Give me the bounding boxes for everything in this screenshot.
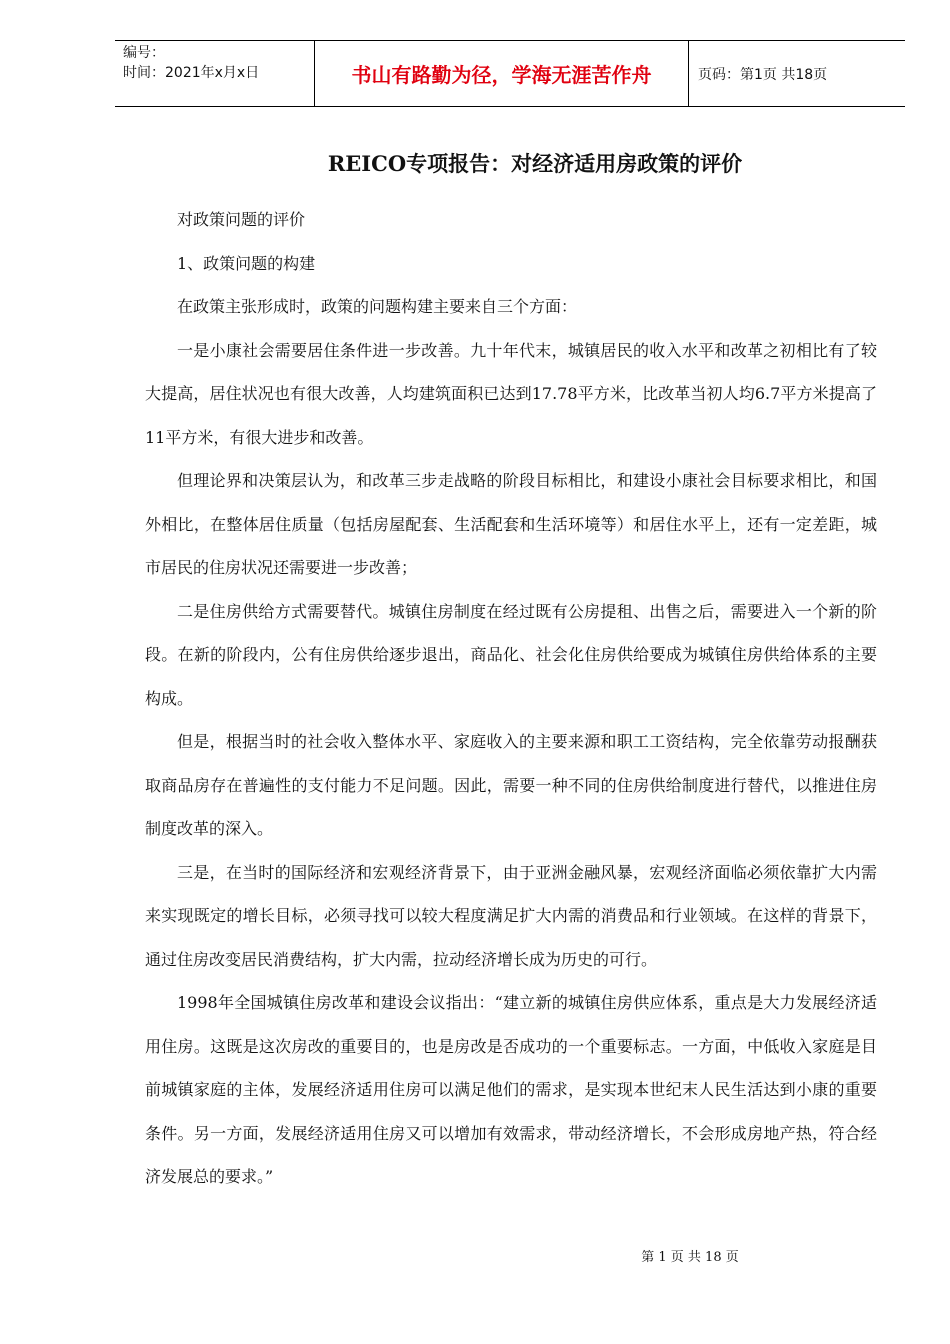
paragraph: 但是，根据当时的社会收入整体水平、家庭收入的主要来源和职工工资结构，完全依靠劳动报酬获取商品房存在普遍性的支付能力不足问题。因此，需要一种不同的住房供给制度进行替代，以推进住房制度改革的深入。 xyxy=(145,732,877,838)
document-title: REICO专项报告：对经济适用房政策的评价 xyxy=(327,151,743,176)
page-header xyxy=(115,40,905,107)
paragraph-subheading: 1、政策问题的构建 xyxy=(177,253,316,273)
header-page-info: 页码：第1页 共18页 xyxy=(698,66,828,83)
number-label: 编号： xyxy=(123,45,165,61)
paragraph-section-heading: 对政策问题的评价 xyxy=(177,210,306,229)
header-motto: 书山有路勤为径，学海无涯苦作舟 xyxy=(315,41,689,106)
paragraph: 但理论界和决策层认为，和改革三步走战略的阶段目标相比，和建设小康社会目标要求相比，和国外相比，在整体居住质量（包括房屋配套、生活配套和生活环境等）和居住水平上，还有一定差距，城市居民的住房状况还需要进一步改善； xyxy=(145,471,877,577)
paragraph: 三是，在当时的国际经济和宏观经济背景下，由于亚洲金融风暴，宏观经济面临必须依靠扩大内需来实现既定的增长目标，必须寻找可以较大程度满足扩大内需的消费品和行业领域。在这样的背景下，通过住房改变居民消费结构，扩大内需，拉动经济增长成为历史的可行。 xyxy=(145,862,877,969)
paragraph: 1998年全国城镇住房改革和建设会议指出：“建立新的城镇住房供应体系，重点是大力发展经济适用住房。这既是这次房改的重要目的，也是房改是否成功的一个重要标志。一方面，中低收入家庭是目前城镇家庭的主体，发展经济适用住房可以满足他们的需求，是实现本世纪末人民生活达到小康的重要条件。另一方面，发展经济适用住房又可以增加有效需求，带动经济增长，不会形成房地产热，符合经济发展总的要求。” xyxy=(145,993,877,1186)
paragraph: 二是住房供给方式需要替代。城镇住房制度在经过既有公房提租、出售之后，需要进入一个新的阶段。在新的阶段内，公有住房供给逐步退出，商品化、社会化住房供给要成为城镇住房供给体系的主要构成。 xyxy=(145,601,877,708)
time-label: 时间：2021年x月x日 xyxy=(123,65,260,81)
document-body xyxy=(145,198,877,1199)
header-meta xyxy=(115,41,315,106)
paragraph: 一是小康社会需要居住条件进一步改善。九十年代末，城镇居民的收入水平和改革之初相比有了较大提高，居住状况也有很大改善，人均建筑面积已达到17.78平方米，比改革当初人均6.7平方米提高了11平方米，有很大进步和改善。 xyxy=(145,340,877,447)
paragraph: 在政策主张形成时，政策的问题构建主要来自三个方面： xyxy=(177,297,578,316)
page-footer: 第 1 页 共 18 页 xyxy=(641,1250,739,1265)
